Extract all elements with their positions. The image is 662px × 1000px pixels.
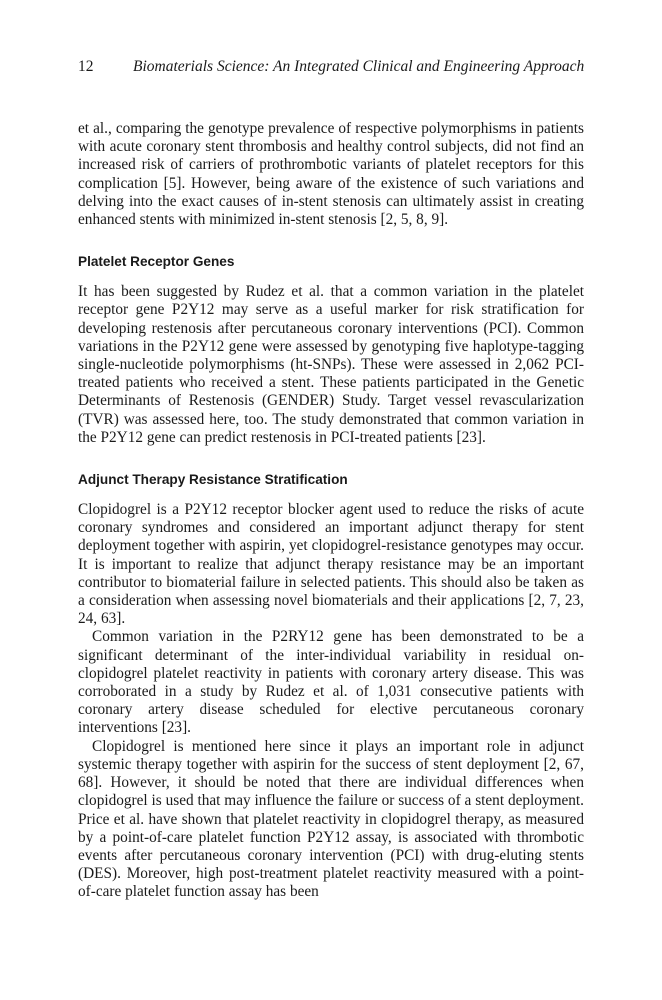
paragraph-continuation: et al., comparing the genotype prevalence of respective polymorphisms in patients with acute coronary stent thrombosis and healthy control subjects, did not find an increased risk of carriers of prothrombotic variants of platelet receptors for this complication [5]. However, being aware of the existence of such variations and delving into the exact causes of in-stent stenosis can ultimately assist in creating enhanced stents with minimized in-stent stenosis [2, 5, 8, 9]. [78, 120, 584, 229]
paragraph-platelet-receptor: It has been suggested by Rudez et al. that a common variation in the platelet receptor gene P2Y12 may serve as a useful marker for risk stratification for developing restenosis after percutaneous coronary interventions (PCI). Common variations in the P2Y12 gene were assessed by genotyping five haplotype-tagging single-nucleotide polymorphisms (ht-SNPs). These were assessed in 2,062 PCI-treated patients who received a stent. These patients participated in the Genetic Determinants of Restenosis (GENDER) Study. Target vessel revascularization (TVR) was assessed here, too. The study demonstrated that common variation in the P2Y12 gene can predict restenosis in PCI-treated patients [23]. [78, 283, 584, 446]
section-heading-platelet-receptor-genes: Platelet Receptor Genes [78, 254, 235, 270]
paragraph-p2ry12-variation: Common variation in the P2RY12 gene has been demonstrated to be a significant determinant of the inter-individual variability in residual on-clopidogrel platelet reactivity in patients with coronary artery disease. This was corroborated in a study by Rudez et al. of 1,031 consecutive patients with coronary artery disease scheduled for elective percutaneous coronary interventions [23]. [78, 628, 584, 737]
running-title: Biomaterials Science: An Integrated Clinical and Engineering Approach [133, 58, 585, 75]
section-heading-adjunct-therapy: Adjunct Therapy Resistance Stratification [78, 472, 348, 488]
page-number: 12 [78, 58, 94, 75]
paragraph-clopidogrel-intro: Clopidogrel is a P2Y12 receptor blocker agent used to reduce the risks of acute coronary syndromes and considered an important adjunct therapy for stent deployment together with aspirin, yet clopidogrel-resistance genotypes may occur. It is important to realize that adjunct therapy resistance may be an important contributor to biomaterial failure in selected patients. This should also be taken as a consideration when assessing novel biomaterials and their applications [2, 7, 23, 24, 63]. [78, 501, 584, 628]
page-body [78, 120, 584, 902]
paragraph-clopidogrel-role: Clopidogrel is mentioned here since it plays an important role in adjunct systemic therapy together with aspirin for the success of stent deployment [2, 67, 68]. However, it should be noted that there are individual differences when clopidogrel is used that may influence the failure or success of a stent deployment. Price et al. have shown that platelet reactivity in clopidogrel therapy, as measured by a point-of-care platelet function P2Y12 assay, is associated with thrombotic events after percutaneous coronary intervention (PCI) with drug-eluting stents (DES). Moreover, high post-treatment platelet reactivity measured with a point-of-care platelet function assay has been [78, 737, 584, 901]
